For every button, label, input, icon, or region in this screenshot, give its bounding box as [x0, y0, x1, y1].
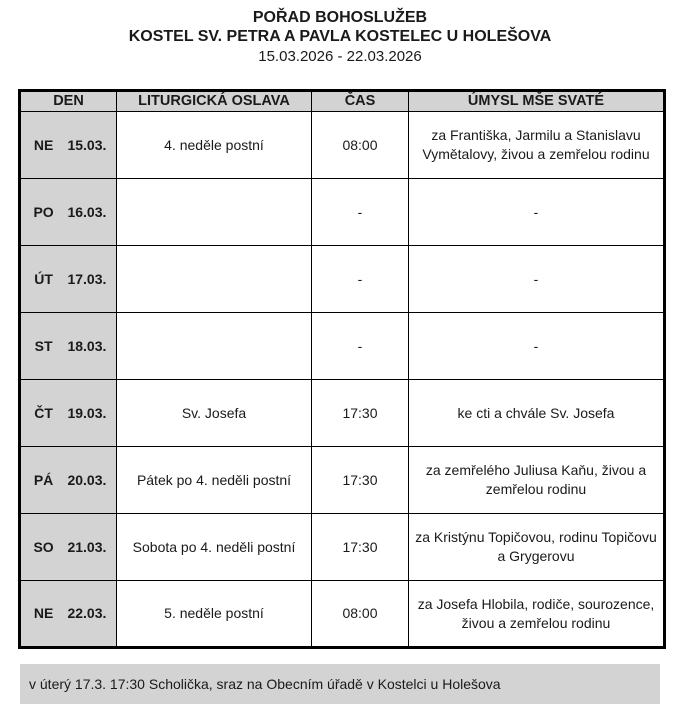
- document-subtitle: KOSTEL SV. PETRA A PAVLA KOSTELEC U HOLEŠOVA: [128, 28, 552, 45]
- day-date: 21.03.: [67, 538, 107, 555]
- intention-cell: za Kristýnu Topičovou, rodinu Topičovu a Grygerovu: [409, 514, 665, 581]
- schedule-table-header: [20, 91, 665, 112]
- celebration-cell: [117, 313, 312, 380]
- intention-cell: za zemřelého Juliusa Kaňu, živou a zemřelou rodinu: [409, 447, 665, 514]
- day-date: 15.03.: [67, 136, 107, 153]
- day-abbreviation: PÁ: [33, 471, 54, 488]
- col-header-liturgicka-oslava: LITURGICKÁ OSLAVA: [117, 91, 312, 112]
- time-cell: 17:30: [312, 514, 409, 581]
- time-cell: -: [312, 179, 409, 246]
- time-cell: 08:00: [312, 112, 409, 179]
- table-row: [20, 514, 665, 581]
- table-row: [20, 313, 665, 380]
- table-row: [20, 447, 665, 514]
- time-cell: -: [312, 313, 409, 380]
- celebration-cell: Sv. Josefa: [117, 380, 312, 447]
- celebration-cell: 4. neděle postní: [117, 112, 312, 179]
- table-row: [20, 112, 665, 179]
- time-cell: 08:00: [312, 581, 409, 648]
- intention-cell: za Františka, Jarmilu a Stanislavu Vymětalovy, živou a zemřelou rodinu: [409, 112, 665, 179]
- day-abbreviation: PO: [33, 203, 54, 220]
- day-date: 16.03.: [67, 203, 107, 220]
- day-cell: [20, 112, 117, 179]
- col-header-den: DEN: [20, 91, 117, 112]
- document-title: POŘAD BOHOSLUŽEB: [252, 9, 428, 26]
- intention-cell: za Josefa Hlobila, rodiče, sourozence, živou a zemřelou rodinu: [409, 581, 665, 648]
- schedule-table: [18, 89, 666, 649]
- table-row: [20, 581, 665, 648]
- day-date: 20.03.: [67, 471, 107, 488]
- day-abbreviation: ÚT: [34, 270, 53, 287]
- intention-cell: -: [409, 179, 665, 246]
- celebration-cell: [117, 246, 312, 313]
- footer-note-text: v úterý 17.3. 17:30 Scholička, sraz na Obecním úřadě v Kostelci u Holešova: [29, 676, 501, 692]
- celebration-cell: 5. neděle postní: [117, 581, 312, 648]
- intention-cell: -: [409, 313, 665, 380]
- day-cell: [20, 514, 117, 581]
- col-header-cas: ČAS: [312, 91, 409, 112]
- day-abbreviation: NE: [33, 136, 54, 153]
- day-abbreviation: ČT: [34, 404, 53, 421]
- celebration-cell: Sobota po 4. neděli postní: [117, 514, 312, 581]
- day-cell: [20, 447, 117, 514]
- day-date: 18.03.: [67, 337, 107, 354]
- celebration-cell: [117, 179, 312, 246]
- day-abbreviation: SO: [33, 538, 54, 555]
- time-cell: 17:30: [312, 447, 409, 514]
- day-date: 19.03.: [67, 404, 107, 421]
- day-date: 22.03.: [67, 605, 107, 621]
- table-row: [20, 246, 665, 313]
- day-cell: [20, 380, 117, 447]
- date-range: 15.03.2026 - 22.03.2026: [258, 48, 422, 65]
- celebration-cell: Pátek po 4. neděli postní: [117, 447, 312, 514]
- day-cell: [20, 581, 117, 648]
- intention-cell: -: [409, 246, 665, 313]
- day-abbreviation: NE: [33, 605, 54, 621]
- day-date: 17.03.: [67, 270, 107, 287]
- table-row: [20, 380, 665, 447]
- time-cell: -: [312, 246, 409, 313]
- schedule-body: [20, 112, 665, 648]
- time-cell: 17:30: [312, 380, 409, 447]
- day-cell: [20, 246, 117, 313]
- day-abbreviation: ST: [34, 337, 53, 354]
- day-cell: [20, 179, 117, 246]
- footer-note-bar: [20, 664, 660, 704]
- col-header-umysl-mse-svate: ÚMYSL MŠE SVATÉ: [409, 91, 665, 112]
- document-header: [0, 8, 680, 66]
- header-row: [20, 91, 665, 112]
- day-cell: [20, 313, 117, 380]
- intention-cell: ke cti a chvále Sv. Josefa: [409, 380, 665, 447]
- table-row: [20, 179, 665, 246]
